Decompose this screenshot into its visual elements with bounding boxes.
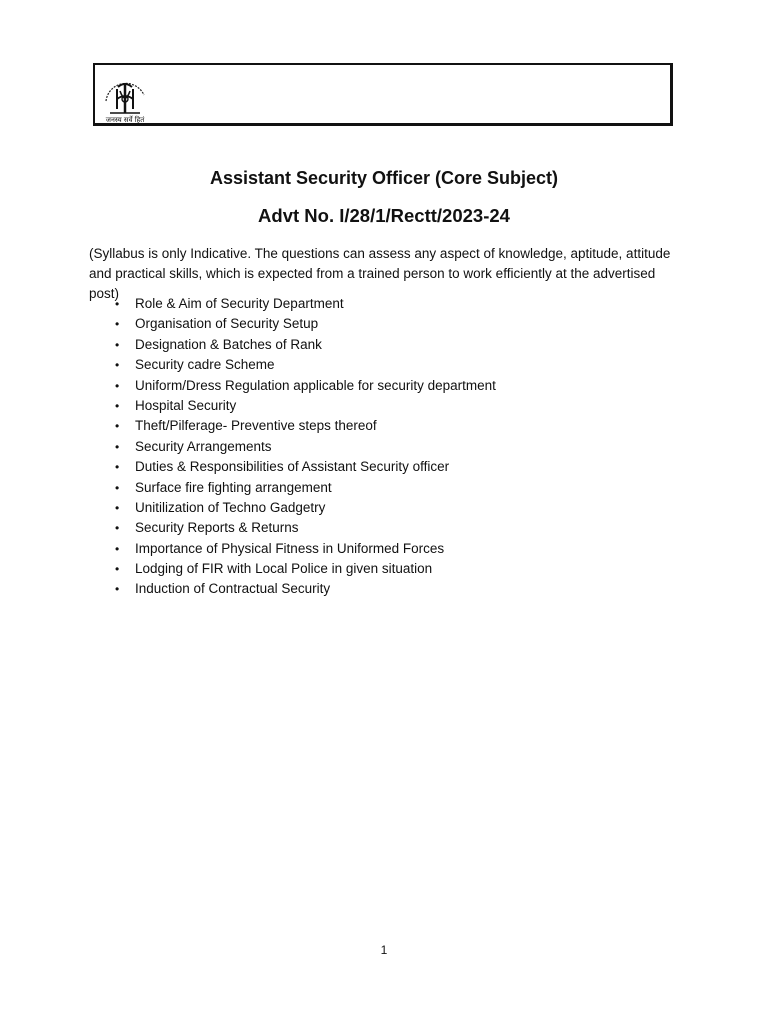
topic-text: Security Reports & Returns xyxy=(135,520,299,536)
bullet-icon: • xyxy=(115,460,120,475)
topic-text: Role & Aim of Security Department xyxy=(135,296,344,311)
institute-emblem-icon xyxy=(98,69,152,125)
syllabus-topic xyxy=(110,518,496,538)
syllabus-topic xyxy=(110,478,496,498)
syllabus-topic xyxy=(110,579,496,599)
syllabus-topic-list xyxy=(110,294,496,600)
bullet-icon: • xyxy=(115,317,120,332)
logo-tagline: जनस्य सर्वे हितं xyxy=(105,116,145,124)
header-box xyxy=(93,63,673,126)
syllabus-topic xyxy=(110,314,496,334)
bullet-icon: • xyxy=(115,419,120,434)
bullet-icon: • xyxy=(115,439,120,454)
syllabus-note: (Syllabus is only Indicative. The questions can assess any aspect of knowledge, aptitude, attitude and practical skills, which is expected from a trained person to work efficiently at the advertised post) xyxy=(89,246,671,301)
bullet-icon: • xyxy=(115,480,120,495)
bullet-icon: • xyxy=(115,297,120,311)
topic-text: Uniform/Dress Regulation applicable for security department xyxy=(135,377,496,393)
bullet-icon: • xyxy=(115,398,120,413)
topic-text: Designation & Batches of Rank xyxy=(135,336,322,352)
topic-text: Organisation of Security Setup xyxy=(135,316,319,332)
topic-text: Induction of Contractual Security xyxy=(135,581,331,597)
bullet-icon: • xyxy=(115,541,120,556)
bullet-icon: • xyxy=(115,378,120,393)
document-title: Assistant Security Officer (Core Subject) xyxy=(209,168,559,188)
bullet-icon: • xyxy=(115,337,120,352)
bullet-icon: • xyxy=(115,358,120,373)
syllabus-topic xyxy=(110,539,496,559)
syllabus-topic xyxy=(110,416,496,436)
topic-text: Security cadre Scheme xyxy=(135,357,275,373)
bullet-icon: • xyxy=(115,521,120,536)
syllabus-topic xyxy=(110,376,496,396)
advertisement-number: Advt No. I/28/1/Rectt/2023-24 xyxy=(258,205,510,226)
topic-text: Surface fire fighting arrangement xyxy=(135,479,332,495)
topic-text: Hospital Security xyxy=(135,397,237,413)
syllabus-topic xyxy=(110,355,496,375)
topic-text: Security Arrangements xyxy=(135,438,272,454)
syllabus-topic xyxy=(110,498,496,518)
bullet-icon: • xyxy=(115,500,120,515)
topic-text: Duties & Responsibilities of Assistant Security officer xyxy=(135,459,450,475)
topic-text: Lodging of FIR with Local Police in given situation xyxy=(135,561,433,577)
topic-text: Theft/Pilferage- Preventive steps thereof xyxy=(135,418,377,434)
syllabus-topic xyxy=(110,437,496,457)
bullet-icon: • xyxy=(115,562,120,577)
syllabus-topic xyxy=(110,457,496,477)
institute-logo xyxy=(98,69,152,125)
topic-text: Importance of Physical Fitness in Uniformed Forces xyxy=(135,540,445,556)
topic-text: Unitilization of Techno Gadgetry xyxy=(135,499,326,515)
page-number: 1 xyxy=(380,943,388,957)
syllabus-topic xyxy=(110,559,496,579)
syllabus-topic xyxy=(110,396,496,416)
syllabus-topic xyxy=(110,294,496,314)
syllabus-topic xyxy=(110,335,496,355)
bullet-icon: • xyxy=(115,582,120,597)
